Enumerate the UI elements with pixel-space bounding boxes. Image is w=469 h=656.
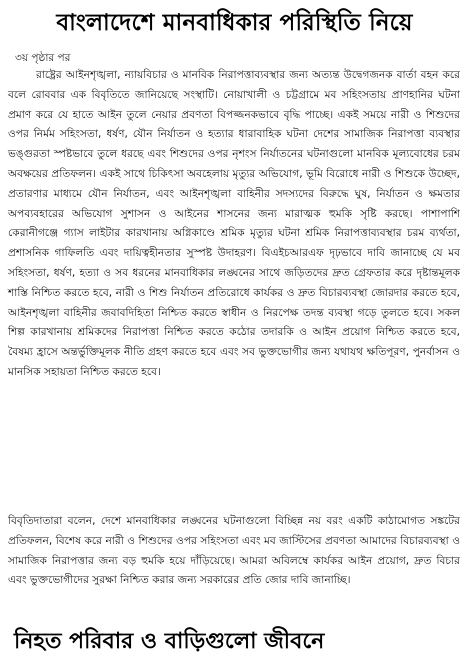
article-paragraph-1: রাষ্ট্রের আইনশৃঙ্খলা, ন্যায়বিচার ও মানবিক নিরাপত্তাব্যবস্থার জন্য অত্যন্ত উদ্বেগজনক বার্তা বহন করে বলে রোববার এক বিবৃতিতে জানিয়েছে সংস্থাটি। নোয়াখালী ও চট্টগ্রামে মব সহিংসতায় প্রাণহানির ঘটনা প্রমাণ করে যে হাতে আইন তুলে নেয়ার প্রবণতা বিপজ্জনকভাবে বৃদ্ধি পাচ্ছে। একই সময়ে নারী ও শিশুদের ওপর নির্মম সহিংসতা, ধর্ষণ, যৌন নির্যাতন ও হত্যার ধারাবাহিক ঘটনা দেশের সামাজিক নিরাপত্তা ব্যবস্থার ভঙ্গুরতা স্পষ্টভাবে তুলে ধরছে এবং শিশুদের ওপর নৃশংস নির্যাতনের ঘটনাগুলো মানবিক মূল্যবোধের চরম অবক্ষয়ের প্রতিফলন। একই সাথে চিকিৎসা অবহেলায় মৃত্যুর অভিযোগ, ভূমি বিরোধে নারী ও শিশুকে উচ্ছেদ, প্রতারণার মাধ্যমে যৌন নির্যাতন, এবং আইনশৃঙ্খলা বাহিনীর সদস্যদের বিরুদ্ধে ঘুষ, নির্যাতন ও ক্ষমতার অপব্যবহারের অভিযোগ সুশাসন ও আইনের শাসনের জন্য মারাত্মক হুমকি সৃষ্টি করছে। পাশাপাশি কেরানীগঞ্জে গ্যাস লাইটার কারখানায় অগ্নিকাণ্ডে শ্রমিক মৃত্যুর ঘটনা শ্রমিক নিরাপত্তাব্যবস্থার চরম ব্যর্থতা, প্রশাসনিক গাফিলতি এবং দায়িত্বহীনতার সুস্পষ্ট উদাহরণ। বিএইচআরএফ দৃঢ়ভাবে দাবি জানাচ্ছে যে মব সহিংসতা, ধর্ষণ, হত্যা ও সব ধরনের মানবাধিকার লঙ্ঘনের সাথে জড়িতদের দ্রুত গ্রেফতার করে দৃষ্টান্তমূলক শাস্তি নিশ্চিত করতে হবে, নারী ও শিশু নির্যাতন প্রতিরোধে কার্যকর ও দ্রুত বিচারব্যবস্থা জোরদার করতে হবে, আইনশৃঙ্খলা বাহিনীর জবাবদিহিতা নিশ্চিত করতে স্বাধীন ও নিরপেক্ষ তদন্ত ব্যবস্থা গড়ে তুলতে হবে। সকল শিল্প কারখানায় শ্রমিকদের নিরাপত্তা নিশ্চিত করতে কঠোর তদারকি ও আইন প্রয়োগ নিশ্চিত করতে হবে, বৈষম্য হ্রাসে অন্তর্ভুক্তিমূলক নীতি গ্রহণ করতে হবে এবং সব ভুক্তভোগীর জন্য যথাযথ ক্ষতিপূরণ, পুনর্বাসন ও মানসিক সহায়তা নিশ্চিত করতে হবে।: [8, 69, 460, 378]
next-article-headline-cropped: [14, 628, 454, 654]
continuation-label: ৩য় পৃষ্ঠার পর: [15, 52, 71, 64]
next-headline-text: নিহত পরিবার ও বাড়িগুলো জীবনে: [14, 629, 325, 654]
article-paragraph-2: বিবৃতিদাতারা বলেন, দেশে মানবাধিকার লঙ্ঘনের ঘটনাগুলো বিচ্ছিন্ন নয় বরং একটি কাঠামোগত সঙ্কটের প্রতিফলন, বিশেষ করে নারী ও শিশুদের ওপর সহিংসতা এবং মব জাস্টিসের প্রবণতা আমাদের বিচারব্যবস্থা ও সামাজিক নিরাপত্তার জন্য বড় হুমকি হয়ে দাঁড়িয়েছে। আমরা অবিলম্বে কার্যকর আইন প্রয়োগ, দ্রুত বিচার এবং ভুক্তভোগীদের সুরক্ষা নিশ্চিত করার জন্য সরকারের প্রতি জোর দাবি জানাচ্ছি।: [8, 515, 460, 587]
article-headline: বাংলাদেশে মানবাধিকার পরিস্থিতি নিয়ে: [56, 10, 413, 36]
